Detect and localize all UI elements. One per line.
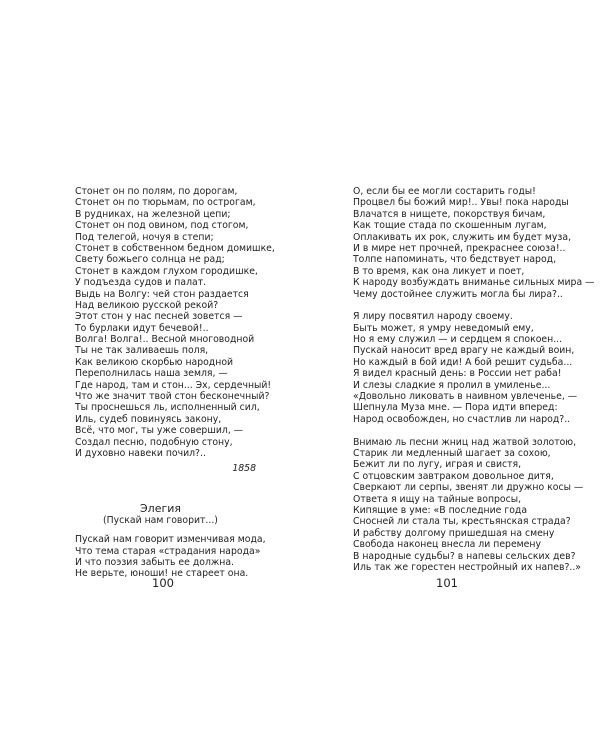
poem-line: Создал песню, подобную стону,	[75, 436, 233, 448]
poem-line: Кипящие в уме: «В последние года	[353, 504, 528, 516]
poem-line: Толпе напоминать, что бедствует народ,	[353, 254, 557, 266]
poem-line: Ты не так заливаешь поля,	[75, 345, 209, 357]
poem-line: Под телегой, ночуя в степи;	[75, 231, 214, 243]
poem-line: Как великою скорбью народной	[75, 356, 234, 368]
poem-line: Стонет в каждом глухом городишке,	[75, 265, 258, 277]
poem-line: И что поэзия забыть ее должна.	[75, 556, 234, 568]
stanza-gap	[353, 425, 553, 436]
poem-line: Внимаю ль песни жниц над жатвой золотою,	[353, 436, 577, 448]
poem-line: Чему достойнее служить могла бы лира?..	[353, 288, 563, 300]
poem-line: Оплакивать их рок, служить им будет муза,	[353, 231, 572, 243]
poem-line: Влачатся в нищете, покорствуя бичам,	[353, 208, 546, 220]
page-number-right: 101	[436, 576, 458, 590]
stanza-gap	[353, 300, 553, 311]
poem-line: Народ освобожден, но счастлив ли народ?..	[353, 413, 571, 425]
poem-line: Ты проснешься ль, исполненный сил,	[75, 402, 260, 414]
poem-line: То бурлаки идут бечевой!..	[75, 322, 209, 334]
poem-line: Этот стон у нас песней зовется —	[75, 311, 243, 323]
poem-line: Ответа я ищу на тайные вопросы,	[353, 493, 522, 505]
poem-line: Не верьте, юноши! не стареет она.	[75, 568, 249, 580]
poem-line: Всё, что мог, ты уже совершил, —	[75, 425, 244, 437]
poem-line: У подъезда судов и палат.	[75, 277, 207, 289]
poem-line: Но я ему служил — и сердцем я спокоен...	[353, 334, 563, 346]
poem-line: «Довольно ликовать в наивном увлеченье, —	[353, 391, 578, 403]
poem-line: Я лиру посвятил народу своему.	[353, 311, 513, 323]
left-page-text	[75, 186, 275, 580]
poem-line: И слезы сладкие я пролил в умиленье...	[353, 379, 551, 391]
poem-line: Что же значит твой стон бесконечный?	[75, 391, 270, 403]
poem-line: Волга! Волга!.. Весной многоводной	[75, 334, 255, 346]
poem-line: Стонет он под овином, под стогом,	[75, 220, 249, 232]
poem-stanza	[353, 311, 578, 425]
poem-line: Над великою русской рекой?	[75, 299, 219, 311]
poem-subtitle: (Пускай нам говорит...)	[103, 514, 218, 526]
poem-line: Переполнилась наша земля, —	[75, 368, 228, 380]
poem-line: Быть может, я умру неведомый ему,	[353, 322, 534, 334]
poem-elegy-lines	[75, 534, 265, 580]
poem-line: Стонет он по тюрьмам, по острогам,	[75, 197, 256, 209]
poem-line: И в мире нет прочней, прекраснее союза!..	[353, 242, 566, 254]
poem-line: Сверкают ли серпы, звенят ли дружно косы —	[353, 482, 584, 494]
poem-line: Я видел красный день: в России нет раба!	[353, 368, 562, 380]
poem-line: Стонет в собственном бедном домишке,	[75, 242, 275, 254]
page-number-left: 100	[152, 576, 174, 590]
poem-line: Свобода наконец внесла ли перемену	[353, 539, 541, 551]
poem-line: В рудниках, на железной цепи;	[75, 208, 231, 220]
poem-line: Иль так же горестен нестройный их напев?..»	[353, 561, 581, 573]
poem-line: Сносней ли стала ты, крестьянская страда?	[353, 516, 571, 528]
poem-line: Старик ли медленный шагает за сохою,	[353, 447, 551, 459]
poem-line: Бежит ли по лугу, играя и свистя,	[353, 459, 522, 471]
poem-stanza	[353, 186, 595, 300]
poem-line: Иль, судеб повинуясь закону,	[75, 413, 222, 425]
poem-line: Шепнула Муза мне. — Пора идти вперед:	[353, 402, 558, 414]
poem-line: О, если бы ее могли состарить годы!	[353, 186, 536, 197]
poem-line: Процвел бы божий мир!.. Увы! пока народы	[353, 197, 569, 209]
poem-line: Но каждый в бой иди! А бой решит судьба...	[353, 356, 573, 368]
poem-line: И духовно навеки почил?..	[75, 447, 206, 459]
poem-line: Выдь на Волгу: чей стон раздается	[75, 288, 249, 300]
poem-stanza-1	[75, 186, 275, 459]
poem-line: В народные судьбы? в напевы сельских дев?	[353, 550, 576, 562]
poem-elegy	[75, 502, 265, 580]
poem-line: И рабству долгому пришедшая на смену	[353, 527, 555, 539]
poem-line: Где народ, там и стон... Эх, сердечный!	[75, 379, 272, 391]
poem-line: Пускай наносит вред врагу не каждый воин,	[353, 345, 575, 357]
poem-title: Элегия	[139, 501, 182, 515]
right-page-text	[353, 186, 595, 573]
poem-line: Пускай нам говорит изменчивая мода,	[75, 534, 266, 546]
poem-line: В то время, как она ликует и поет,	[353, 265, 525, 277]
poem-line: Как тощие стада по скошенным лугам,	[353, 220, 547, 232]
poem-stanza	[353, 436, 584, 574]
poem-line: Что тема старая «страдания народа»	[75, 545, 261, 557]
poem-line: К народу возбуждать вниманье сильных мира —	[353, 277, 595, 289]
poem-line: С отцовским завтраком довольное дитя,	[353, 470, 554, 482]
poem-line: Свету божьего солнца не рад;	[75, 254, 225, 266]
poem-line: Стонет он по полям, по дорогам,	[75, 186, 238, 197]
poem-date: 1858	[232, 463, 256, 475]
